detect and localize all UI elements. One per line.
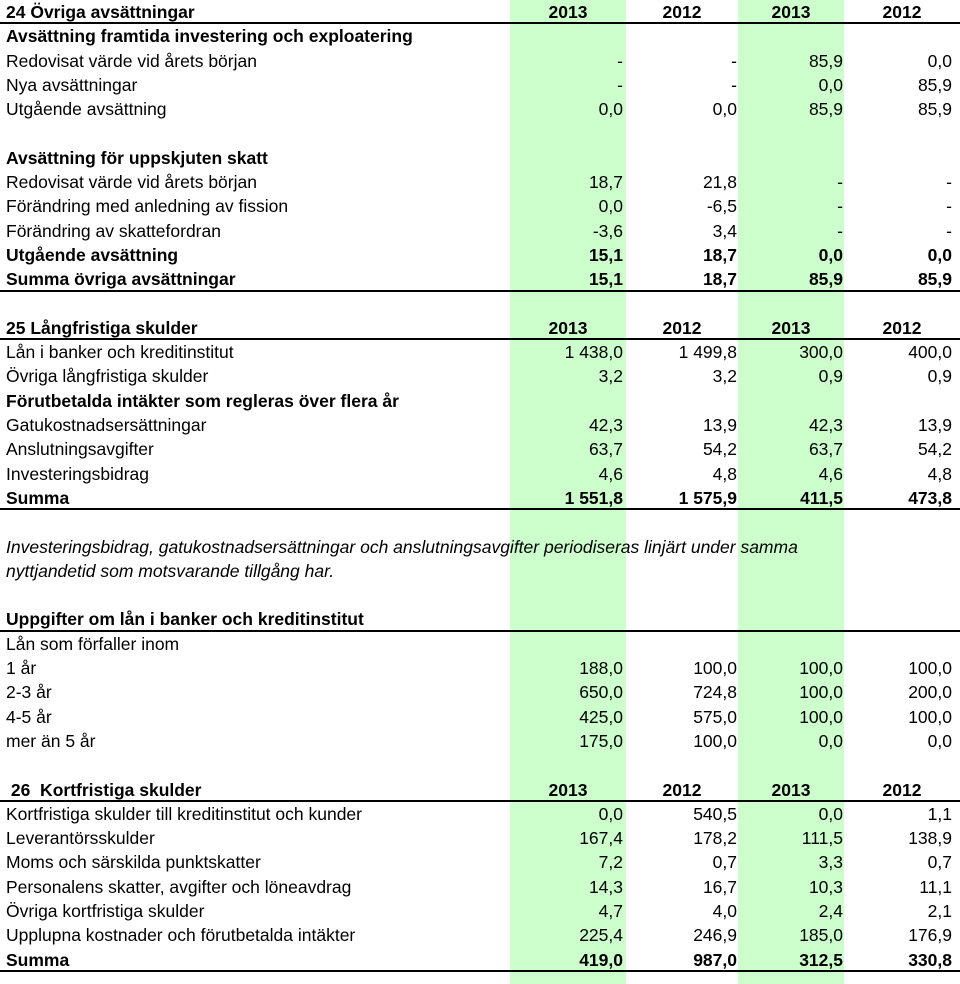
cell-value: 100,0 <box>693 658 737 679</box>
note-title: 25 Långfristiga skulder <box>6 317 198 338</box>
table-row <box>0 194 960 218</box>
cell-value: 2,1 <box>927 900 952 921</box>
section-spacer <box>0 292 960 316</box>
row-label: Kortfristiga skulder till kreditinstitut och kunder <box>6 803 362 824</box>
cell-value: 1 551,8 <box>564 487 623 508</box>
row-label: Avsättning för uppskjuten skatt <box>6 147 268 168</box>
table-row <box>0 607 960 631</box>
cell-value: 138,9 <box>908 828 952 849</box>
cell-value: 0,0 <box>818 803 843 824</box>
table-row <box>0 389 960 413</box>
year-header: 2013 <box>771 2 811 22</box>
cell-value: 3,2 <box>598 366 623 387</box>
table-row <box>0 632 960 656</box>
cell-value: 473,8 <box>908 487 952 508</box>
cell-value: 4,8 <box>927 463 952 484</box>
table-row <box>0 705 960 729</box>
row-label: Summa <box>6 487 70 508</box>
cell-value: 0,0 <box>598 99 623 120</box>
cell-value: 400,0 <box>908 342 952 363</box>
cell-value: 167,4 <box>579 828 623 849</box>
table-row <box>0 462 960 486</box>
row-label: Övriga långfristiga skulder <box>6 366 209 387</box>
cell-value: 4,0 <box>712 900 737 921</box>
cell-value: - <box>837 196 843 217</box>
year-header: 2013 <box>771 779 811 800</box>
row-label: Utgående avsättning <box>6 99 167 120</box>
cell-value: 16,7 <box>702 876 737 897</box>
cell-value: 1 438,0 <box>564 342 623 363</box>
cell-value: 85,9 <box>917 74 952 95</box>
year-header: 2012 <box>882 317 922 338</box>
cell-value: 100,0 <box>799 658 843 679</box>
cell-value: 100,0 <box>799 706 843 727</box>
cell-value: 13,9 <box>917 415 952 436</box>
cell-value: 0,0 <box>598 196 623 217</box>
cell-value: -6,5 <box>706 196 737 217</box>
cell-value: - <box>946 172 952 193</box>
note-n24-heading <box>0 0 960 24</box>
row-label: Uppgifter om lån i banker och kreditinstitut <box>6 609 364 630</box>
row-label: Investeringsbidrag <box>6 463 149 484</box>
cell-value: 111,5 <box>801 828 843 849</box>
table-row <box>0 340 960 364</box>
table-row <box>0 850 960 874</box>
table-row <box>0 729 960 753</box>
cell-value: - <box>731 74 737 95</box>
cell-value: 411,5 <box>800 487 843 508</box>
cell-value: 185,0 <box>799 925 843 946</box>
table-row <box>0 146 960 170</box>
table-row <box>0 243 960 267</box>
cell-value: 15,1 <box>588 269 623 290</box>
cell-value: 1,1 <box>927 803 952 824</box>
year-header: 2012 <box>662 779 702 800</box>
table-row <box>0 875 960 899</box>
cell-value: - <box>617 50 623 71</box>
cell-value: 4,6 <box>818 463 843 484</box>
cell-value: 100,0 <box>908 706 952 727</box>
cell-value: - <box>837 172 843 193</box>
cell-value: 85,9 <box>808 99 843 120</box>
table-row <box>0 899 960 923</box>
cell-value: 0,0 <box>818 730 843 751</box>
cell-value: 0,7 <box>927 852 952 873</box>
cell-value: - <box>617 74 623 95</box>
cell-value: 650,0 <box>579 682 623 703</box>
row-label: Anslutningsavgifter <box>6 439 154 460</box>
year-header: 2013 <box>771 317 811 338</box>
blank-row <box>0 121 960 145</box>
cell-value: 100,0 <box>693 730 737 751</box>
row-label: Förändring med anledning av fission <box>6 196 289 217</box>
cell-value: 175,0 <box>579 730 623 751</box>
note-n26-heading <box>0 778 960 802</box>
cell-value: 54,2 <box>702 439 737 460</box>
cell-value: 425,0 <box>579 706 623 727</box>
table-row <box>0 656 960 680</box>
table-row <box>0 559 960 583</box>
cell-value: -3,6 <box>592 220 623 241</box>
cell-value: 15,1 <box>588 244 623 265</box>
table-row <box>0 948 960 972</box>
cell-value: 0,7 <box>712 852 737 873</box>
year-header: 2013 <box>548 2 588 22</box>
row-label: Övriga kortfristiga skulder <box>6 900 205 921</box>
row-label: Utgående avsättning <box>6 244 179 265</box>
cell-value: 1 575,9 <box>678 487 737 508</box>
note-title: 24 Övriga avsättningar <box>6 2 195 22</box>
year-header: 2012 <box>662 317 702 338</box>
cell-value: 100,0 <box>908 658 952 679</box>
cell-value: 1 499,8 <box>678 342 737 363</box>
year-header: 2012 <box>882 2 922 22</box>
cell-value: 540,5 <box>693 803 737 824</box>
table-row <box>0 73 960 97</box>
table-row <box>0 535 960 559</box>
cell-value: 312,5 <box>799 949 843 970</box>
cell-value: 200,0 <box>908 682 952 703</box>
cell-value: 176,9 <box>908 925 952 946</box>
table-row <box>0 486 960 510</box>
cell-value: 100,0 <box>799 682 843 703</box>
cell-value: - <box>946 196 952 217</box>
row-label: nyttjandetid som motsvarande tillgång har. <box>6 560 335 581</box>
cell-value: 575,0 <box>693 706 737 727</box>
row-label: mer än 5 år <box>6 730 96 751</box>
cell-value: 85,9 <box>808 269 843 290</box>
cell-value: 0,9 <box>818 366 843 387</box>
cell-value: 85,9 <box>917 269 952 290</box>
cell-value: 300,0 <box>799 342 843 363</box>
table-row <box>0 364 960 388</box>
cell-value: - <box>946 220 952 241</box>
row-label: Investeringsbidrag, gatukostnadsersättningar och anslutningsavgifter periodiseras linjärt under samma <box>6 536 798 557</box>
cell-value: 18,7 <box>702 269 737 290</box>
blank-row <box>0 510 960 534</box>
row-label: Förändring av skattefordran <box>6 220 221 241</box>
row-label: 2-3 år <box>6 682 52 703</box>
note-title: 26 Kortfristiga skulder <box>6 779 202 800</box>
row-label: Lån i banker och kreditinstitut <box>6 342 234 363</box>
cell-value: 7,2 <box>598 852 623 873</box>
row-label: Redovisat värde vid årets början <box>6 172 257 193</box>
cell-value: 419,0 <box>579 949 623 970</box>
cell-value: 2,4 <box>818 900 843 921</box>
cell-value: 178,2 <box>693 828 737 849</box>
cell-value: 225,4 <box>579 925 623 946</box>
cell-value: 11,1 <box>919 876 952 897</box>
table-row <box>0 170 960 194</box>
cell-value: 0,0 <box>712 99 737 120</box>
row-label: Moms och särskilda punktskatter <box>6 852 261 873</box>
cell-value: 4,8 <box>712 463 737 484</box>
table-row <box>0 49 960 73</box>
row-label: Avsättning framtida investering och exploatering <box>6 26 413 47</box>
note-n25-heading <box>0 316 960 340</box>
cell-value: - <box>837 220 843 241</box>
cell-value: 3,4 <box>712 220 737 241</box>
row-label: 1 år <box>6 658 37 679</box>
table-row <box>0 219 960 243</box>
cell-value: 14,3 <box>588 876 623 897</box>
cell-value: 0,0 <box>598 803 623 824</box>
cell-value: 0,0 <box>927 244 952 265</box>
cell-value: 85,9 <box>917 99 952 120</box>
row-label: Förutbetalda intäkter som regleras över flera år <box>6 390 399 411</box>
cell-value: 63,7 <box>588 439 623 460</box>
row-label: Redovisat värde vid årets början <box>6 50 257 71</box>
table-row <box>0 413 960 437</box>
cell-value: 42,3 <box>588 415 623 436</box>
cell-value: 63,7 <box>808 439 843 460</box>
year-header: 2012 <box>882 779 922 800</box>
cell-value: 4,7 <box>598 900 623 921</box>
row-label: Nya avsättningar <box>6 74 138 95</box>
year-header: 2013 <box>548 317 588 338</box>
cell-value: 10,3 <box>808 876 843 897</box>
table-row <box>0 24 960 48</box>
cell-value: 330,8 <box>908 949 952 970</box>
cell-value: 18,7 <box>588 172 623 193</box>
cell-value: 246,9 <box>693 925 737 946</box>
year-header: 2012 <box>662 2 702 22</box>
row-label: Lån som förfaller inom <box>6 633 180 654</box>
row-label: Personalens skatter, avgifter och löneavdrag <box>6 876 352 897</box>
cell-value: 85,9 <box>808 50 843 71</box>
cell-value: 987,0 <box>693 949 737 970</box>
cell-value: 0,0 <box>927 50 952 71</box>
cell-value: 188,0 <box>579 658 623 679</box>
row-label: 4-5 år <box>6 706 52 727</box>
row-label: Gatukostnadsersättningar <box>6 415 207 436</box>
cell-value: 724,8 <box>693 682 737 703</box>
cell-value: 54,2 <box>917 439 952 460</box>
cell-value: 0,0 <box>818 74 843 95</box>
cell-value: 13,9 <box>702 415 737 436</box>
cell-value: 4,6 <box>598 463 623 484</box>
cell-value: 42,3 <box>808 415 843 436</box>
table-row <box>0 680 960 704</box>
cell-value: 21,8 <box>702 172 737 193</box>
table-row <box>0 437 960 461</box>
table-row <box>0 267 960 291</box>
year-header: 2013 <box>548 779 588 800</box>
cell-value: 0,0 <box>818 244 843 265</box>
table-row <box>0 97 960 121</box>
table-row <box>0 802 960 826</box>
section-spacer <box>0 753 960 777</box>
table-row <box>0 826 960 850</box>
row-label: Leverantörsskulder <box>6 828 155 849</box>
cell-value: 3,3 <box>818 852 843 873</box>
cell-value: 0,0 <box>927 730 952 751</box>
cell-value: - <box>731 50 737 71</box>
cell-value: 3,2 <box>712 366 737 387</box>
cell-value: 18,7 <box>702 244 737 265</box>
row-label: Summa övriga avsättningar <box>6 269 236 290</box>
table-row <box>0 923 960 947</box>
blank-row <box>0 583 960 607</box>
cell-value: 0,9 <box>927 366 952 387</box>
row-label: Upplupna kostnader och förutbetalda intäkter <box>6 925 356 946</box>
row-label: Summa <box>6 949 70 970</box>
